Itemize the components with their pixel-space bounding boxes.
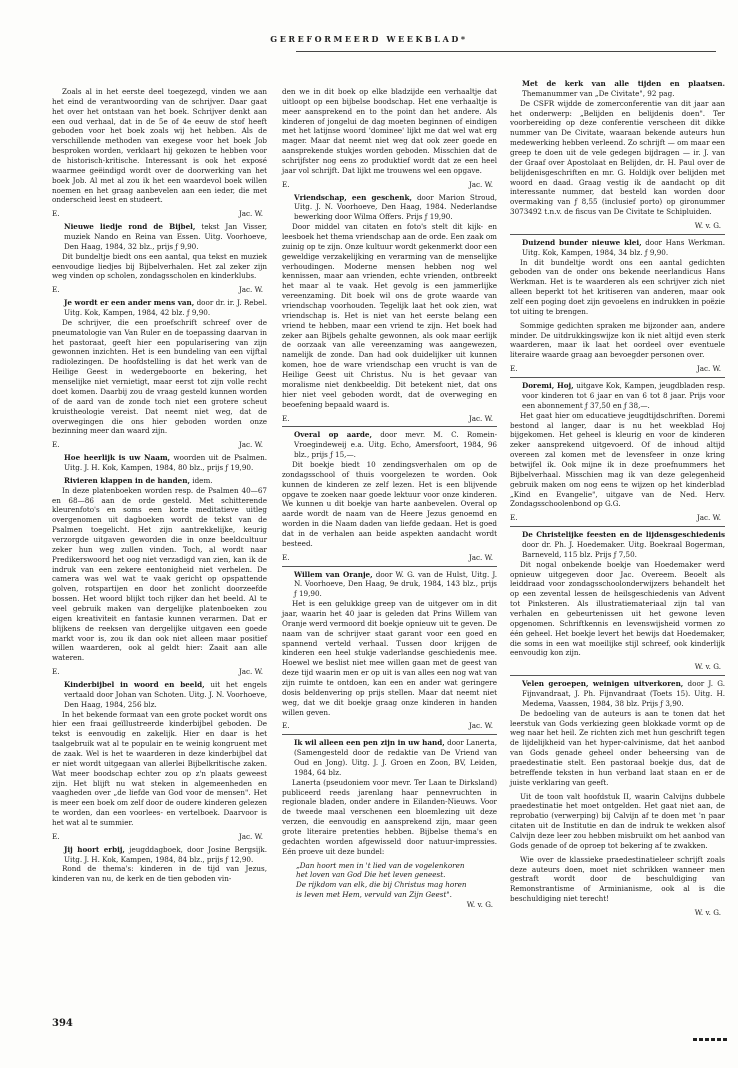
signature-initial: E. [52, 209, 60, 219]
book-title-entry [294, 570, 497, 600]
review-text: In het bekende formaat van een grote pocket wordt ons hier een fraai geïllustreerde kinderbijbel geboden. De tekst is eenvoudig en zakelijk. Hier en daar is het taalgebruik wat al te populair en te weinig kongruent met de zaak. Wel is het te waarderen in deze kinderbijbel dat er niet wordt uitgegaan van allerlei Bijbelkritische zaken. Wat meer boodschap echter zou op z'n plaats geweest zijn. Het blijft nu wat steken in algemeenheden en vaagheden over „de liefde van God voor de mensen". Het is meer een boek om zelf door de oudere kinderen gelezen te worden, dan een voorlees- en vertelboek. Daarvoor is het wat al te summier. [52, 709, 267, 828]
review-text: Uit de toon valt hoofdstuk II, waarin Calvijns dubbele praedestinatie het moet ontgelden. Het gaat niet aan, de reprobatio (verwerping) bij Calvijn af te doen met 'n paar citaten uit de Institutie en dan de indruk te wekken alsof Calvijn deze leer zou hebben misbruikt om het aanbod van Gods genade of de oproep tot bekering af te zwakken. [510, 791, 725, 850]
book-title: Rivieren klappen in de handen, [64, 475, 190, 485]
book-title: Kinderbijbel in woord en beeld, [64, 679, 205, 689]
book-title-entry [64, 680, 267, 710]
book-title-entry [64, 298, 267, 318]
review-text: Het gaat hier om educatieve jeugdtijdschriften. Doremi bestond al langer, daar is nu het weekblad Hoj bijgekomen. Het geheel is kleurig en voor de kinderen zeker aansprekend uitgevoerd. Of de inhoud altijd overeen zal komen met de levensfeer in onze kring betwijfel ik. Ook mijne ik in deze proefnummers het Bijbelverhaal. Misschien mag ik van deze gelegenheid gebruik maken om nog eens te wijzen op het kinderblad „Kind en Evangelie", uitgave van de Ned. Herv. Zondagsschoolenbond op G.G. [510, 410, 725, 509]
review-text: De CSFR wijdde de zomerconferentie van dit jaar aan het onderwerp: „Belijden en belijdenis doen". Ter voorbereiding op deze conferentie verscheen dit dikke nummer van De Civitate, waaraan bekende auteurs hun medewerking hebben verleend. Zo schrijft — om maar een greep te doen uit de vele gedegen bijdragen — ir. J. van der Graaf over Apostolaat en Belijden, dr. H. Paul over de belijdenisgeschriften en mr. G. Holdijk over belijden met woord en daad. Graag vestig ik de aandacht op dit interessante nummer, dat besteld kan worden door overmaking van ƒ 8,55 (inclusief porto) op gironummer 3073492 t.n.v. de fiscus van De Civitate te Schipluiden. [510, 98, 725, 217]
book-details: door dr. Ph. J. Hoedemaker. Uitg. Boekraal Bogerman, Barneveld, 115 blz. Prijs ƒ 7,50. [522, 539, 725, 559]
poem-line: is leven met Hem, vervuld van Zijn Geest". [296, 890, 452, 900]
reviewer-signature [510, 364, 725, 374]
reviewer-name: W. v. G. [466, 900, 493, 910]
book-title: Doremi, Hoj, [522, 381, 574, 391]
signature-initial: E. [52, 285, 60, 295]
book-title: Duizend bunder nieuwe klei, [522, 237, 642, 247]
reviewer-signature [282, 414, 497, 424]
section-divider [510, 234, 725, 235]
review-text: Dit bundeltje biedt ons een aantal, qua tekst en muziek eenvoudige liedjes bij Bijbelverhalen. Het zal zeker zijn weg vinden op scholen, zondagsscholen en kinderklubs. [52, 251, 267, 281]
book-details: idem. [190, 475, 213, 485]
reviewer-signature [282, 721, 497, 731]
signature-initial: E. [282, 721, 290, 731]
reviewer-signature [282, 900, 497, 910]
book-details: tekst Jan Visser, muziek Nando en Reina van Essen. Uitg. Voorhoeve, Den Haag, 1984, 32 blz., prijs ƒ 9,90. [64, 222, 267, 251]
review-text: Sommige gedichten spraken me bijzonder aan, andere minder. De uitdrukkingswijze kon ik niet altijd even sterk waarderen, maar ik laat het oordeel over eventuele literaire waarde graag aan bevoegder personen over. [510, 320, 725, 360]
book-title-entry [522, 530, 725, 560]
signature-initial: E. [282, 179, 290, 189]
column-2 [282, 87, 497, 910]
reviewer-signature [52, 440, 267, 450]
reviewer-name: Jac. W. [468, 721, 493, 731]
reviewer-name: Jac. W. [468, 413, 493, 423]
column-3 [510, 79, 725, 918]
signature-initial: E. [510, 364, 518, 374]
signature-initial: E. [52, 667, 60, 677]
book-title: Overal op aarde, [294, 430, 373, 440]
reviewer-name: Jac. W. [696, 513, 721, 523]
review-text: Dit boekje biedt 10 zendingsverhalen om op de zondagsschool of thuis voorgelezen te worden. Ook kunnen de kinderen ze zelf lezen. Het is een blijvende opgave te zoeken naar goede lektuur voor onze kinderen. We kunnen u dit boekje van harte aanbevelen. Overal op aarde wordt de naam van de Heere Jezus genoemd en worden in die Naam daden van liefde gedaan. Het is goed dat in de verhalen aan beide aspekten aandacht wordt besteed. [282, 459, 497, 548]
section-divider [282, 734, 497, 735]
reviewer-signature [52, 667, 267, 677]
book-title-entry [294, 193, 497, 223]
reviewer-signature [282, 180, 497, 190]
book-details: jeugddagboek, door Josine Bergsijk. Uitg. J. H. Kok, Kampen, 1984, 84 blz., prijs ƒ 12,90. [64, 844, 267, 864]
reviewer-signature [52, 285, 267, 295]
section-divider [510, 526, 725, 527]
poem-line: De rijkdom van elk, die bij Christus mag horen [296, 880, 467, 890]
reviewer-name: Jac. W. [238, 209, 263, 219]
reviewer-name: W. v. G. [694, 908, 721, 918]
reviewer-name: Jac. W. [238, 440, 263, 450]
book-title-entry [64, 453, 267, 473]
poem-line: het loven van God Die het leven geneest. [296, 870, 446, 880]
book-title: Hoe heerlijk is uw Naam, [64, 453, 171, 463]
reviewer-signature [510, 908, 725, 918]
reviewer-name: Jac. W. [696, 364, 721, 374]
reviewer-name: Jac. W. [468, 552, 493, 562]
review-text: Wie over de klassieke praedestinatieleer schrijft zoals deze auteurs doen, moet niet schrikken wanneer men gestraft wordt door de beschuldiging van Remonstrantisme of Arminianisme, ook al is die beschuldiging niet terecht! [510, 854, 725, 904]
signature-initial: E. [510, 513, 518, 523]
book-title-entry [294, 738, 497, 777]
reviewer-signature [510, 662, 725, 672]
book-title-entry [522, 679, 725, 709]
book-title: Willem van Oranje, [294, 569, 373, 579]
book-details: woorden uit de Psalmen. Uitg. J. H. Kok, Kampen, 1984, 80 blz., prijs ƒ 19,90. [64, 453, 267, 472]
book-details: door Marion Stroud, Uitg. J. N. Voorhoeve, Den Haag, 1984. Nederlandse bewerking door Wilma Offers. Prijs ƒ 19,90. [294, 192, 497, 222]
book-title: Nieuwe liedje rond de Bijbel, [64, 222, 196, 232]
poem-line: „Dan hoort men in 't lied van de vogelenkoren [296, 860, 465, 870]
book-title-entry [522, 79, 725, 99]
book-details: door J. G. Fijnvandraat, J. Ph. Fijnvandraat (Toets 15). Uitg. H. Medema, Vaassen, 1984, 38 blz. Prijs ƒ 3,90. [522, 679, 725, 708]
book-title-entry [64, 845, 267, 865]
running-header: GEREFORMEERD WEEKBLAD* [270, 34, 468, 44]
review-text: Lanerta (pseudoniem voor mevr. Ter Laan te Dirksland) publiceerd reeds jarenlang haar pennevruchten in regionale bladen, onder andere in Eilanden-Nieuws. Voor de tweede maal verschenen een bloemlezing uit deze verzen, die eenvoudig en aansprekend zijn, maar geen grote literaire pretenties hebben. Bijbelse thema's en gedachten worden afgewisseld door natuur-impressies. Eén proeve uit deze bundel: [282, 777, 497, 856]
book-title: Met de kerk van alle tijden en plaatsen. [522, 79, 725, 88]
reviewer-name: Jac. W. [238, 831, 263, 841]
book-details: uit het engels vertaald door Johan van Schoten. Uitg. J. N. Voorhoeve, Den Haag, 1984, 256 blz. [64, 679, 267, 709]
reviewer-name: Jac. W. [468, 179, 493, 189]
review-text: Zoals al in het eerste deel toegezegd, vinden we aan het eind de verantwoording van de schrijver. Daar gaat het over het ontstaan van het boek. Schrijver denkt aan een oud verhaal, dat in de 5e of 4e eeuw de stof heeft geboden voor het boek zoals wij het hebben. Als de verschillende methoden van exegese voor het boek Job besproken worden, verklaart hij gekozen te hebben voor de historisch-kritische. Interessant is ook het exposé waarmee geëindigd wordt over de doorwerking van het boek Job. Al met al zou ik het een waardevol boek willen noemen en het graag aanbevelen aan een ieder, die met onderscheid leest en studeert. [52, 87, 267, 205]
book-title: De Christelijke feesten en de lijdensgeschiedenis [522, 530, 725, 540]
reviewer-signature [510, 221, 725, 231]
book-details: door Hans Werkman. Uitg. Kok, Kampen, 1984, 34 blz. ƒ 9,90. [522, 237, 725, 257]
book-title-entry [64, 476, 267, 486]
review-text: In deze platenboeken worden resp. de Psalmen 40—67 en 68—86 aan de orde gesteld. Met schitterende kleurenfoto's en soms een korte meditatieve uitleg overgenomen uit dagboeken wordt de tekst van de Psalmen toegelicht. Het zijn aantrekkelijke, keurig verzorgde uitgaven geworden die in onze beeldcultuur zeker hun weg zullen vinden. Toch, al wordt naar Predikerswoord het oog niet verzadigd van zien, kan ik de indruk van een zekere eentonigheid niet verhelen. De camera was wel wat te vaak gericht op opspattende golven, rotspartijen en door het zonlicht doorzeefde bossen. Het woord blijkt toch rijker dan het beeld. Al te veel gebruik maken van dergelijke platenboeken zou eigen kreativiteit en fantasie kunnen verarmen. Dat er blijkens de reeksen van dergelijke uitgaven een goede markt voor is, zou ik dan ook niet alleen maar positief willen waarderen, ook al geldt hier: Zaait aan alle wateren. [52, 485, 267, 663]
page-number: 394 [52, 1018, 73, 1029]
section-divider [282, 566, 497, 567]
book-details: uitgave Kok, Kampen, jeugdbladen resp. voor kinderen tot 6 jaar en van 6 tot 8 jaar. Prijs voor een abonnement ƒ 37,50 en ƒ 38,—. [522, 381, 725, 410]
reviewer-name: W. v. G. [694, 221, 721, 231]
review-text: De schrijver, die een proefschrift schreef over de pneumatologie van Van Ruler en de toepassing daarvan in het pastoraat, geeft hier een popularisering van zijn gewonnen inzichten. Het is een bundeling van een vijftal radiolezingen. De hoofdstelling is dat het werk van de Heilige Geest in wedergeboorte en bekering, het menselijke niet vernietigt, maar eerst tot zijn volle recht doet komen. Daarbij zou de vraag gesteld kunnen worden of de aard van de zonde toch niet een grotere scheut kruistheologie vereist. Dat neemt niet weg, dat de overwegingen die ons hier geboden worden onze bezinning meer dan waard zijn. [52, 317, 267, 436]
book-title-entry [64, 222, 267, 252]
book-title: Jij hoort erbij, [64, 844, 125, 854]
column-1 [52, 87, 267, 888]
header-rule [296, 51, 716, 52]
book-details: Themanummer van „De Civitate", 92 pag. [522, 88, 675, 98]
signature-initial: E. [282, 413, 290, 423]
book-details: door Lanerta, (Samengesteld door de redaktie van De Vriend van Oud en Jong). Uitg. J. J. Groen en Zoon, BV, Leiden, 1984, 64 blz. [294, 738, 497, 777]
book-title: Velen geroepen, weinigen uitverkoren, [522, 679, 684, 689]
reviewer-name: Jac. W. [238, 285, 263, 295]
reviewer-signature [510, 513, 725, 523]
reviewer-name: Jac. W. [238, 667, 263, 677]
review-text: Dit nogal onbekende boekje van Hoedemaker werd opnieuw uitgegeven door Jac. Overeem. Beoelt als leiddraad voor zondagsschoolonderwijzers behandelt het op een zevental lessen de heilsgeschiedenis van Advent tot Pinksteren. Als illustratiemateriaal zijn tal van verhalen en gebeurtenissen uit het gewone leven opgenomen. Schriftkennis en levenswijsheid vormen zo één geheel. Het boekje levert het bewijs dat Hoedemaker, die soms in een wat moeilijke stijl schreef, ook kinderlijk eenvoudig kon zijn. [510, 559, 725, 658]
section-divider [510, 377, 725, 378]
section-divider [510, 675, 725, 676]
review-text: Door middel van citaten en foto's stelt dit kijk- en leesboek het thema vriendschap aan de orde. Een zaak om zuinig op te zijn. Onze kultuur wordt gekenmerkt door een geweldige verzakelijking en verarming van de menselijke verhoudingen. Moderne mensen hebben nog wel kennissen, maar aan vrienden, echte vrienden, ontbreekt het maar al te vaak. Het gevolg is een jammerlijke vereenzaming. Dit boek wil ons de grote waarde van vriendschap voorhouden. Tegelijk laat het ook zien, wat vriendschap is. Het is niet van het eerste belang een vriend te hebben, maar een vriend te zijn. Het boek had zeker aan Bijbels gehalte gewonnen, als ook maar eerlijk de oorzaak van alle vereenzaming was aangewezen, namelijk de zonde. Dan had ook duidelijker uit kunnen komen, hoe de ware vriendschap een vrucht is van de Heilige Geest uit Christus. Nu is het gevaar van moralisme niet denkbeeldig. Dit betekent niet, dat ons hier niet veel geboden wordt, dat de overweging en beoefening bepaald waard is. [282, 222, 497, 409]
review-text: Rond de thema's: kinderen in de tijd van Jezus, kinderen van nu, de kerk en de tien geboden vin- [52, 864, 267, 884]
book-details: door dr. ir. J. Rebel. Uitg. Kok, Kampen, 1984, 42 blz. ƒ 9,90. [64, 298, 267, 318]
signature-initial: E. [282, 552, 290, 562]
review-text: De bedoeling van de auteurs is aan te tonen dat het leerstuk van Gods verkiezing geen blokkade vormt op de weg naar het heil. Ze richten zich met hun geschrift tegen de lijdelijkheid van het hyper-calvinisme, dat het aanbod van Gods genade geheel onder beheersing van de praedestinatie stelt. Een pastoraal boekje dus, dat de betreffende teksten in hun verband laat staan en er de juiste verklaring van geeft. [510, 708, 725, 787]
review-text: den we in dit boek op elke bladzijde een verhaaltje dat uitloopt op een bijbelse boodschap. Het ene verhaaltje is meer aansprekend en to the point dan het andere. Als kinderen of jongelui de dag moeten beginnen of eindigen met het latijnse woord 'dominee' lijkt me dat wel wat erg mager. Maar dat neemt niet weg dat ook zeer goede en aansprekende stukjes worden geboden. Misschien dat de schrijfster nog eens zo produktief wordt dat ze een heel jaar vol schrijft. Dat lijkt me trouwens wel een opgave. [282, 87, 497, 175]
book-title-entry [294, 430, 497, 460]
book-title-entry [522, 381, 725, 411]
reviewer-signature [282, 553, 497, 563]
book-title: Je wordt er een ander mens van, [64, 298, 195, 308]
book-title: Vriendschap, een geschenk, [294, 192, 412, 202]
book-details: door mevr. M. C. Romein-Vroegindeweij e.a. Uitg. Echo, Amersfoort, 1984, 96 blz., prijs ƒ 15,—. [294, 430, 498, 460]
reviewer-name: W. v. G. [694, 662, 721, 672]
reviewer-signature [52, 832, 267, 842]
book-title-entry [522, 238, 725, 258]
book-title: Ik wil alleen een pen zijn in uw hand, [294, 738, 445, 748]
signature-initial: E. [52, 831, 60, 841]
section-divider [282, 426, 497, 427]
scan-edge-mark [693, 1038, 728, 1041]
review-text: In dit bundeltje wordt ons een aantal gedichten geboden van de onder ons bekende neerlandicus Hans Werkman. Het is te waarderen als een schrijver zich niet alleen beperkt tot het kritiseren van anderen, maar ook zelf een poging doet zijn gevoelens en indrukken in poëzie tot uiting te brengen. [510, 257, 725, 316]
reviewer-signature [52, 209, 267, 219]
book-details: door W. G. van de Hulst, Uitg. J. N. Voorhoeve, Den Haag, 9e druk, 1984, 143 blz., prijs ƒ 19,90. [294, 569, 497, 599]
review-text: Het is een gelukkige greep van de uitgever om in dit jaar, waarin het 40 jaar is geleden dat Prins Willem van Oranje werd vermoord dit boekje opnieuw uit te geven. De naam van de schrijver staat garant voor een goed en spannend verteld verhaal. Tussen door krijgen de kinderen een heel stukje vaderlandse geschiedenis mee. Hoewel we beslist niet mee willen gaan met de geest van deze tijd waarin men er op uit is van alles een nog wat van zijn ruimte te ontdoen, kan een en ander wat geringere dosis beldenvering op prijs stellen. Maar dat neemt niet weg, dat we dit boekje graag onze kinderen in handen willen geven. [282, 599, 497, 717]
signature-initial: E. [52, 440, 60, 450]
